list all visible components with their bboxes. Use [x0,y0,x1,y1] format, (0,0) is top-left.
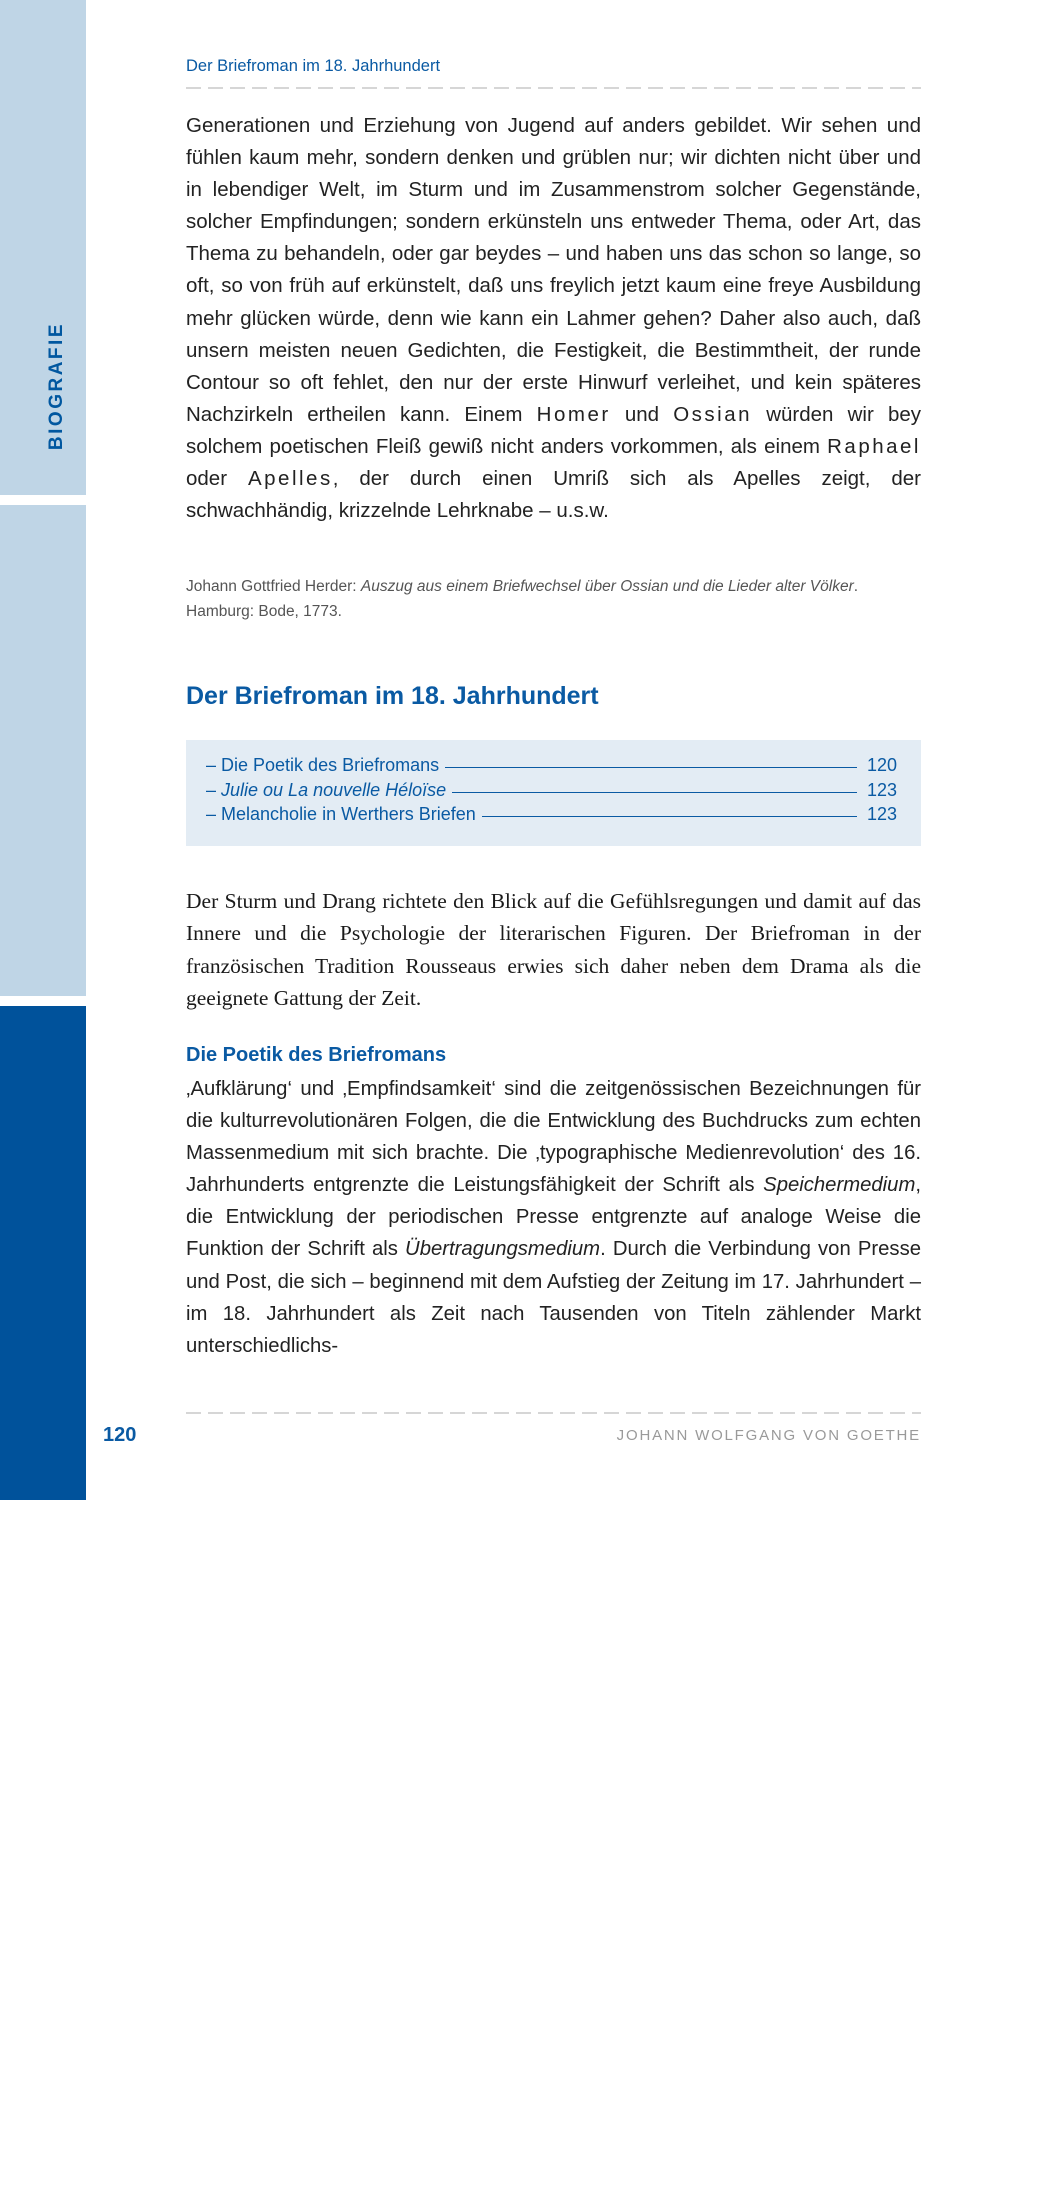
toc-leader [452,792,857,793]
quote-text: Generationen und Erziehung von Jugend auf anders gebildet. Wir sehen und fühlen kaum mehr, sondern denken und grüblen nur; wir dichten nicht über und in lebendiger Welt, im Sturm und im Zusammenstrom solcher Gegenstände, solcher Empfindungen; sondern erkünsteln uns entweder Thema, oder Art, das Thema zu behandeln, oder gar beydes – und haben uns das schon so lange, so oft, so von früh auf erkünstelt, daß uns freylich jetzt kaum eine freye Ausbildung mehr glücken würde, denn wie kann ein Lahmer gehen? Daher also auch, daß unsern meisten neuen Gedichten, die Festigkeit, die Bestimmtheit, der runde Contour so oft fehlet, den nur der erste Hinwurf verleihet, und kein späteres Nachzirkeln ertheilen kann. Einem [186,114,921,426]
toc-item[interactable] [206,804,897,828]
quote-source [186,574,926,624]
toc-leader [445,767,857,768]
quote-text: würden wir bey solchem poetischen Fleiß gewiß nicht anders vorkommen, als einem [186,402,921,458]
quote-block [186,110,921,527]
source-title: Auszug aus einem Briefwechsel über Ossian und die Lieder alter Völker [360,578,854,595]
quote-text: oder [186,467,248,491]
footer-divider [186,1412,921,1414]
body-paragraph [186,1073,921,1362]
body-text: ‚Aufklärung‘ und ‚Empfindsamkeit‘ sind die zeitgenössischen Bezeichnungen für die kulturrevolutionären Folgen, die die Entwicklung des Buchdrucks zum echten Massenmedium mit sich brachte. Die ‚typographische Medienrevolution‘ des 16. Jahrhunderts entgrenzte die Leistungsfähigkeit der Schrift als [186,1078,921,1197]
toc-item-page: 120 [866,755,897,775]
toc-item[interactable] [206,780,897,804]
section-sidebar [0,0,86,2198]
quote-name-raphael: Raphael [827,434,921,458]
tab-label: MATERIALIEN [46,2042,67,2198]
quote-name-ossian: Ossian [673,402,753,426]
quote-name-apelles: Apelles [247,467,333,491]
page-number: 120 [103,1424,137,1446]
toc-item-page: 123 [866,804,897,824]
toc-item[interactable] [206,755,897,779]
quote-text: und [610,402,674,426]
section-toc [186,740,921,846]
subsection-title: Die Poetik des Briefromans [186,1044,447,1066]
toc-item-label: – Melancholie in Werthers Briefen [206,804,476,824]
section-intro: Der Sturm und Drang richtete den Blick auf die Gefühlsregungen und damit auf das Innere und die Psychologie der literarischen Figuren. Der Briefroman in der französischen Tradition Rousseaus erwies sich daher neben dem Drama als die geeignete Gattung der Zeit. [186,889,921,1010]
tab-wort-und-sacherklaerungen[interactable] [0,505,86,996]
source-author: Johann Gottfried Herder: [186,578,361,595]
quote-text: , der durch einen Umriß sich als Apelles zeigt, der schwachhändig, krizzelnde Lehrknabe – u.s.w. [186,467,922,523]
toc-item-label: – Julie ou La nouvelle Héloïse [206,780,447,800]
tab-label: BIOGRAFIE [46,322,67,451]
quote-name-homer: Homer [536,402,611,426]
tab-biografie[interactable] [0,0,86,495]
body-text: , die Entwicklung der periodischen Presse entgrenzte auf analoge Weise die Funktion der Schrift als [186,1174,921,1261]
toc-item-page: 123 [866,780,897,800]
header-divider [186,87,921,89]
tab-materialien[interactable] [0,1006,86,2198]
toc-leader [482,816,857,817]
footer-author: JOHANN WOLFGANG VON GOETHE [616,1427,921,1444]
toc-item-label: – Die Poetik des Briefromans [206,755,440,775]
body-text: . Durch die Verbindung von Presse und Post, die sich – beginnend mit dem Aufstieg der Zeitung im 17. Jahrhundert – im 18. Jahrhundert als Zeit nach Tausenden von Titeln zählender Markt unterschiedlichs- [186,1238,921,1357]
body-emphasis: Übertragungsmedium [405,1238,601,1261]
source-imprint: Hamburg: Bode, 1773. [186,603,342,620]
section-title: Der Briefroman im 18. Jahrhundert [186,682,599,710]
running-head: Der Briefroman im 18. Jahrhundert [186,57,441,75]
body-emphasis: Speichermedium [763,1174,916,1197]
source-punct: . [853,578,859,595]
